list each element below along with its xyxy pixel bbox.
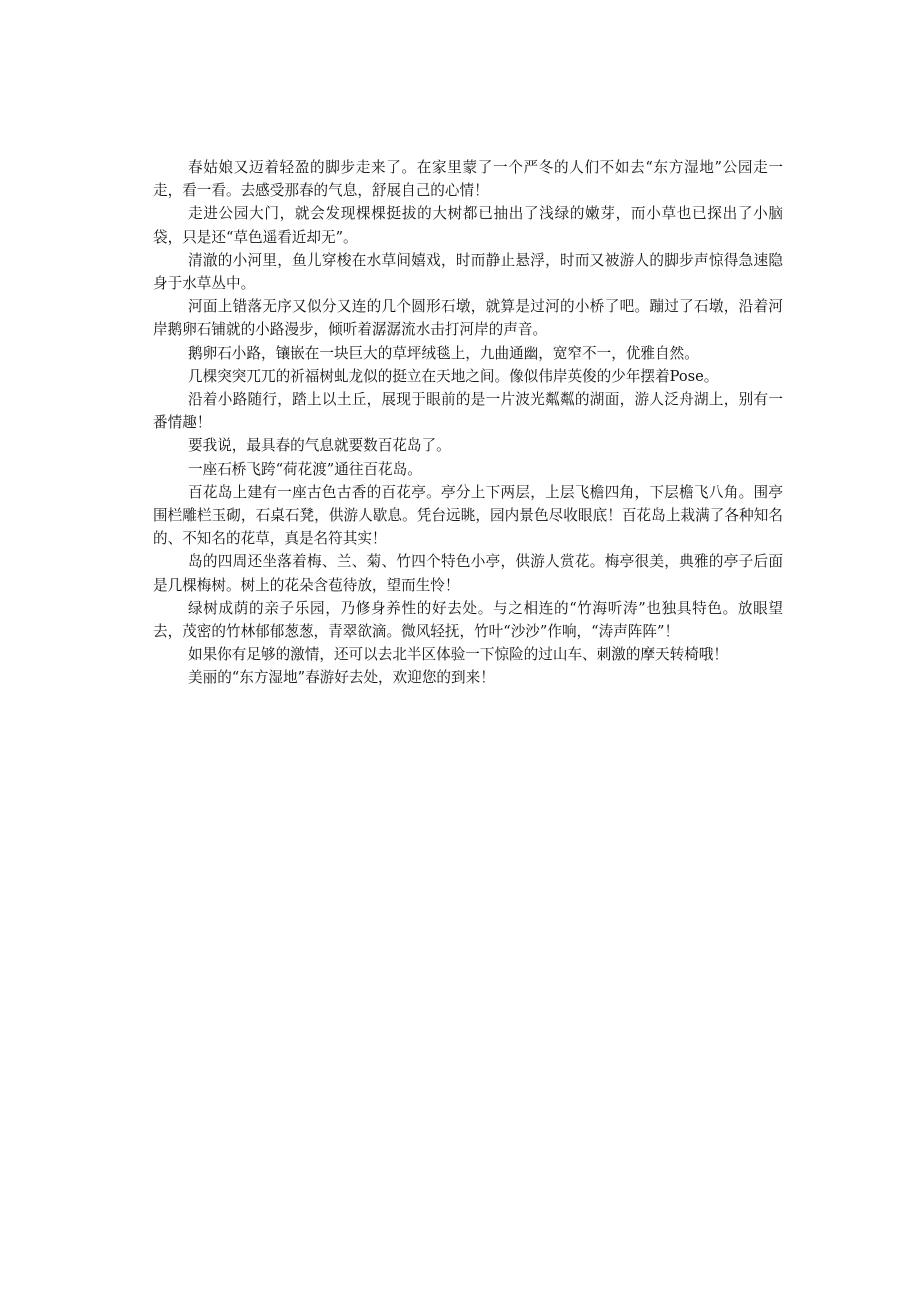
- paragraph-1: 春姑娘又迈着轻盈的脚步走来了。在家里蒙了一个严冬的人们不如去“东方湿地”公园走一走，看一看。去感受那春的气息，舒展自己的心情！: [153, 159, 783, 200]
- paragraph-2: 走进公园大门，就会发现棵棵挺拔的大树都已抽出了浅绿的嫩芽，而小草也已探出了小脑袋，只是还“草色遥看近却无”。: [153, 205, 783, 246]
- paragraph-5: 鹅卵石小路，镶嵌在一块巨大的草坪绒毯上，九曲通幽，宽窄不一，优雅自然。: [188, 344, 699, 362]
- paragraph-8: 要我说，最具春的气息就要数百花岛了。: [188, 437, 451, 455]
- paragraph-11: 岛的四周还坐落着梅、兰、菊、竹四个特色小亭，供游人赏花。梅亭很美，典雅的亭子后面是几棵梅树。树上的花朵含苞待放，望而生怜！: [153, 553, 783, 594]
- article-body: [153, 156, 783, 690]
- paragraph-3: 清澈的小河里，鱼儿穿梭在水草间嬉戏，时而静止悬浮，时而又被游人的脚步声惊得急速隐身于水草丛中。: [153, 251, 783, 293]
- paragraph-6: 几棵突突兀兀的祈福树虬龙似的挺立在天地之间。像似伟岸英俊的少年摆着Pose。: [188, 367, 719, 385]
- paragraph-14: 美丽的“东方湿地”春游好去处，欢迎您的到来！: [188, 669, 495, 687]
- paragraph-7: 沿着小路随行，踏上以土丘，展现于眼前的是一片波光粼粼的湖面，游人泛舟湖上，别有一番情趣！: [153, 391, 783, 432]
- paragraph-12: 绿树成荫的亲子乐园，乃修身养性的好去处。与之相连的“竹海听涛”也独具特色。放眼望去，茂密的竹林郁郁葱葱，青翠欲滴。微风轻抚，竹叶“沙沙”作响，“涛声阵阵”！: [153, 599, 783, 641]
- paragraph-13: 如果你有足够的激情，还可以去北半区体验一下惊险的过山车、刺激的摩天转椅哦！: [188, 646, 728, 664]
- paragraph-10: 百花岛上建有一座古色古香的百花亭。亭分上下两层，上层飞檐四角，下层檐飞八角。围亭围栏雕栏玉砌，石桌石凳，供游人歇息。凭台远眺，园内景色尽收眼底！百花岛上栽满了各种知名的、不知名的花草，真是名符其实！: [153, 483, 783, 548]
- paragraph-9: 一座石桥飞跨“荷花渡”通往百花岛。: [188, 460, 422, 478]
- paragraph-4: 河面上错落无序又似分又连的几个圆形石墩，就算是过河的小桥了吧。蹦过了石墩，沿着河岸鹅卵石铺就的小路漫步，倾听着潺潺流水击打河岸的声音。: [153, 298, 783, 339]
